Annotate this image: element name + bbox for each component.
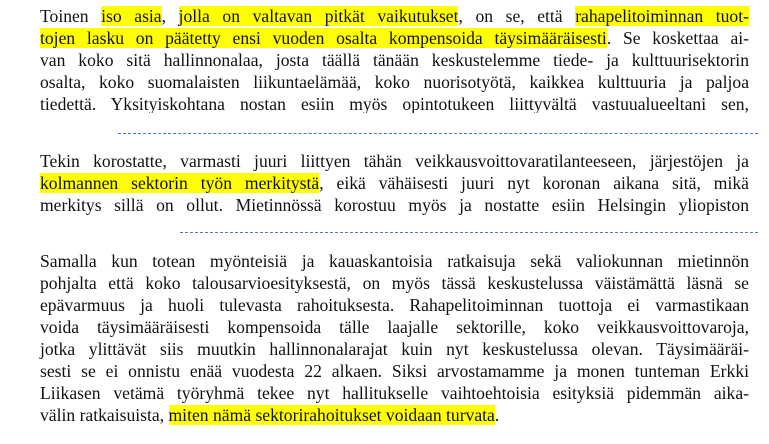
highlighted-text: miten nämä sektorirahoitukset voidaan turvata bbox=[168, 405, 495, 425]
text-segment: . bbox=[494, 405, 500, 425]
highlighted-text: iso asia bbox=[101, 6, 162, 26]
excerpt-2 bbox=[0, 150, 769, 224]
text-line bbox=[40, 250, 749, 272]
excerpt-2-cut-top bbox=[0, 140, 769, 146]
text-segment: välin ratkaisuista, bbox=[40, 405, 169, 425]
excerpt-3-text bbox=[40, 250, 749, 426]
text-segment: voida täysimääräisesti kompensoida tälle laajalle sektorille, koko veikkausvoittovaroja, bbox=[40, 317, 749, 337]
excerpt-3 bbox=[0, 250, 769, 440]
text-segment: merkitys sillä on ollut. Mietinnössä korostuu myös ja nostatte esiin Helsingin yliopiston bbox=[40, 195, 749, 215]
excerpt-1-text bbox=[40, 5, 749, 113]
text-segment: , eikä vähäisesti juuri nyt koronan aikana sitä, mikä bbox=[319, 173, 749, 193]
text-line bbox=[40, 316, 749, 338]
text-segment: . Se koskettaa ai- bbox=[606, 28, 749, 48]
excerpt-1 bbox=[0, 5, 769, 113]
text-line bbox=[40, 294, 749, 316]
highlighted-text: kolmannen sektorin työn merkitystä bbox=[40, 173, 320, 193]
text-segment: tiedettä. Yksityiskohtana nostan esiin myös opintotukeen liittyvältä vastuualueeltani sen, bbox=[40, 94, 749, 113]
text-segment: Liikasen vetämä työryhmä tekee nyt hallitukselle vaihtoehtoisia esityksiä pidemmän aika- bbox=[40, 383, 749, 403]
text-segment: Samalla kun totean myönteisiä ja kauaskantoisia ratkaisuja sekä valiokunnan mietinnön bbox=[40, 251, 749, 271]
text-segment: pohjalta että koko talousarvioesityksestä, on myös tässä keskustelussa väistämättä läsnä se bbox=[40, 273, 749, 293]
excerpt-2-cut-line bbox=[0, 218, 769, 224]
text-line bbox=[40, 382, 749, 404]
highlighted-text: jolla on valtavan pitkät vaikutukset bbox=[178, 6, 459, 26]
separator-dashed-2 bbox=[180, 232, 758, 233]
text-line bbox=[40, 5, 749, 27]
text-segment: Toinen bbox=[40, 6, 102, 26]
text-segment: Tekin korostatte, varmasti juuri liittyen tähän veikkausvoittovaratilanteeseen, järjestöjen ja bbox=[40, 151, 749, 171]
text-line bbox=[40, 93, 749, 113]
highlighted-text: rahapelitoiminnan tuot- bbox=[575, 6, 749, 26]
text-line bbox=[40, 49, 749, 71]
excerpt2-paragraph bbox=[40, 150, 749, 216]
text-segment: jotka ylittävät siis muutkin hallinnonalarajat kuin nyt keskustelussa olevan. Täysimääräi- bbox=[40, 339, 749, 359]
text-segment: , on se, että bbox=[458, 6, 576, 26]
excerpt3-paragraph bbox=[40, 250, 749, 426]
text-line bbox=[40, 194, 749, 216]
highlighted-text: tojen lasku on päätetty ensi vuoden osalta kompensoida täysimääräisesti bbox=[40, 28, 607, 48]
text-line bbox=[40, 172, 749, 194]
text-line bbox=[40, 404, 749, 426]
text-line bbox=[40, 27, 749, 49]
text-segment: van koko sitä hallinnonalaa, josta täällä tänään keskustelemme tiede- ja kulttuurisektorin bbox=[40, 50, 749, 70]
text-segment: , bbox=[161, 6, 179, 26]
text-line bbox=[40, 150, 749, 172]
excerpt-2-text bbox=[40, 150, 749, 216]
text-segment: sesti se ei onnistu enää vuodesta 22 alkaen. Siksi arvostamamme ja monen tunteman Erkki bbox=[40, 361, 749, 381]
text-segment: osalta, koko suomalaisten liikuntaelämää, koko nuorisotyötä, kaikkea kulttuuria ja paljoa bbox=[40, 72, 749, 92]
text-line bbox=[40, 71, 749, 93]
text-line bbox=[40, 272, 749, 294]
separator-dashed-1 bbox=[118, 133, 758, 134]
text-line bbox=[40, 360, 749, 382]
excerpt-1-cut-line bbox=[0, 112, 769, 118]
excerpt1-paragraph bbox=[40, 5, 749, 113]
text-segment: epävarmuus ja huoli tulevasta rahoituksesta. Rahapelitoiminnan tuottoja ei varmastikaan bbox=[40, 295, 749, 315]
text-line bbox=[40, 338, 749, 360]
